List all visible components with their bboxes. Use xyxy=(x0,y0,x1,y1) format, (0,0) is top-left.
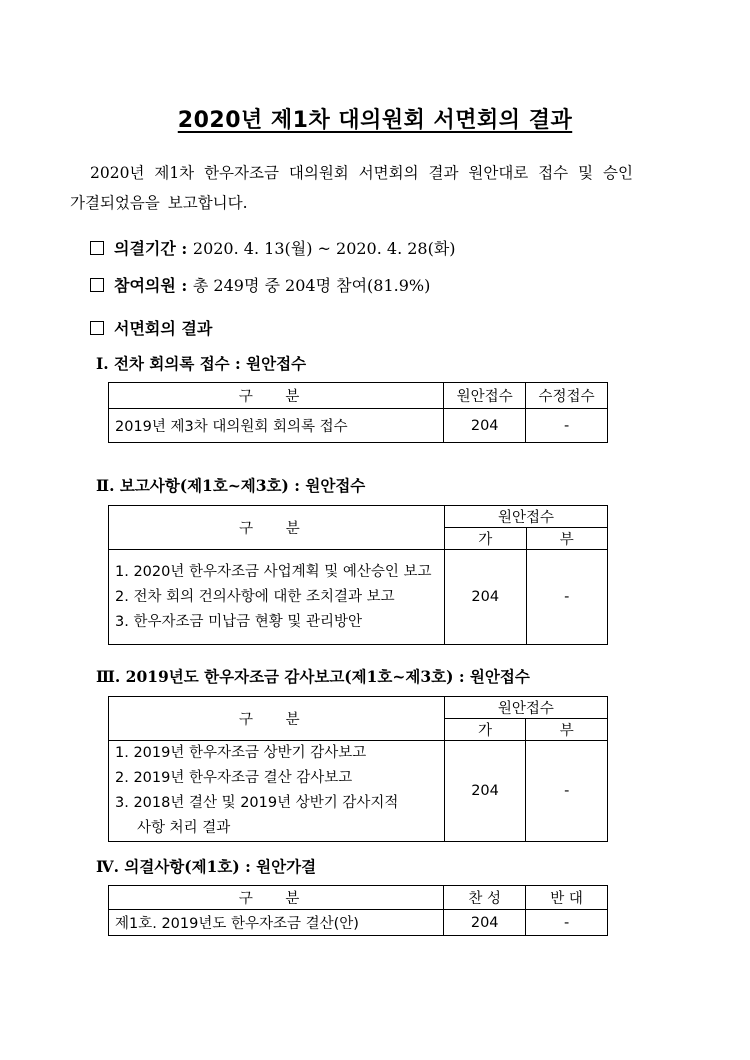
results-heading: 서면회의 결과 xyxy=(90,316,212,339)
item-cell: 2019년 제3차 대의원회 회의록 접수 xyxy=(109,409,444,443)
voting-period-label: 의결기간 : xyxy=(114,239,188,258)
section-4-heading: Ⅳ. 의결사항(제1호) : 원안가결 xyxy=(96,857,317,876)
table-header-row xyxy=(109,506,608,528)
yes-header: 가 xyxy=(444,719,526,741)
original-count-cell: 204 xyxy=(444,409,526,443)
section-1-table xyxy=(108,382,608,443)
original-accepted-header: 원안접수 xyxy=(444,697,607,719)
yes-count-cell: 204 xyxy=(444,741,526,842)
original-accepted-header: 원안접수 xyxy=(444,383,526,409)
no-header: 부 xyxy=(526,719,608,741)
item-cell: 제1호. 2019년도 한우자조금 결산(안) xyxy=(109,910,444,936)
participating-members-value: 총 249명 중 204명 참여(81.9%) xyxy=(192,276,431,295)
category-header: 구 분 xyxy=(109,506,445,550)
category-header: 구 분 xyxy=(109,697,445,741)
category-header: 구 분 xyxy=(109,886,444,910)
section-2-heading: Ⅱ. 보고사항(제1호~제3호) : 원안접수 xyxy=(96,476,366,495)
section-4-table xyxy=(108,885,608,936)
section-3-table xyxy=(108,696,608,842)
amended-accepted-header: 수정접수 xyxy=(526,383,608,409)
square-bullet-icon xyxy=(90,321,104,335)
intro-paragraph xyxy=(70,158,682,218)
yes-header: 가 xyxy=(444,528,526,550)
items-cell xyxy=(109,741,445,842)
participating-members xyxy=(90,273,430,296)
square-bullet-icon xyxy=(90,278,104,292)
list-item: 2. 2019년 한우자조금 결산 감사보고 xyxy=(115,770,353,786)
amended-count-cell: - xyxy=(526,409,608,443)
in-favor-count-cell: 204 xyxy=(444,910,526,936)
square-bullet-icon xyxy=(90,241,104,255)
list-item: 1. 2020년 한우자조금 사업계획 및 예산승인 보고 xyxy=(115,563,432,580)
yes-count-cell: 204 xyxy=(444,550,526,645)
intro-line-1: 2020년 제1차 한우자조금 대의원회 서면회의 결과 원안대로 접수 및 승인 xyxy=(90,164,633,182)
table-header-row xyxy=(109,383,608,409)
no-count-cell: - xyxy=(526,741,608,842)
voting-period-value: 2020. 4. 13(월) ~ 2020. 4. 28(화) xyxy=(192,239,456,258)
document-title: 2020년 제1차 대의원회 서면회의 결과 xyxy=(177,108,573,133)
list-item: 1. 2019년 한우자조금 상반기 감사보고 xyxy=(115,745,367,761)
table-row xyxy=(109,910,608,936)
table-header-row xyxy=(109,886,608,910)
section-1-heading: Ⅰ. 전차 회의록 접수 : 원안접수 xyxy=(96,354,307,373)
section-3-heading: Ⅲ. 2019년도 한우자조금 감사보고(제1호~제3호) : 원안접수 xyxy=(96,667,530,686)
no-count-cell: - xyxy=(526,550,607,645)
voting-period xyxy=(90,236,456,259)
category-header: 구 분 xyxy=(109,383,444,409)
original-accepted-header: 원안접수 xyxy=(444,506,607,528)
table-row xyxy=(109,741,608,842)
participating-members-label: 참여의원 : xyxy=(114,276,188,295)
items-cell xyxy=(109,550,445,645)
list-item: 사항 처리 결과 xyxy=(137,820,231,836)
against-header: 반 대 xyxy=(526,886,608,910)
list-item: 2. 전차 회의 건의사항에 대한 조치결과 보고 xyxy=(115,588,395,605)
intro-line-2: 가결되었음을 보고합니다. xyxy=(70,194,248,212)
no-header: 부 xyxy=(526,528,607,550)
table-header-row xyxy=(109,697,608,719)
table-row xyxy=(109,409,608,443)
section-2-table xyxy=(108,505,608,645)
against-count-cell: - xyxy=(526,910,608,936)
in-favor-header: 찬 성 xyxy=(444,886,526,910)
table-row xyxy=(109,550,608,645)
list-item: 3. 한우자조금 미납금 현황 및 관리방안 xyxy=(115,613,362,630)
list-item: 3. 2018년 결산 및 2019년 상반기 감사지적 xyxy=(115,795,399,811)
